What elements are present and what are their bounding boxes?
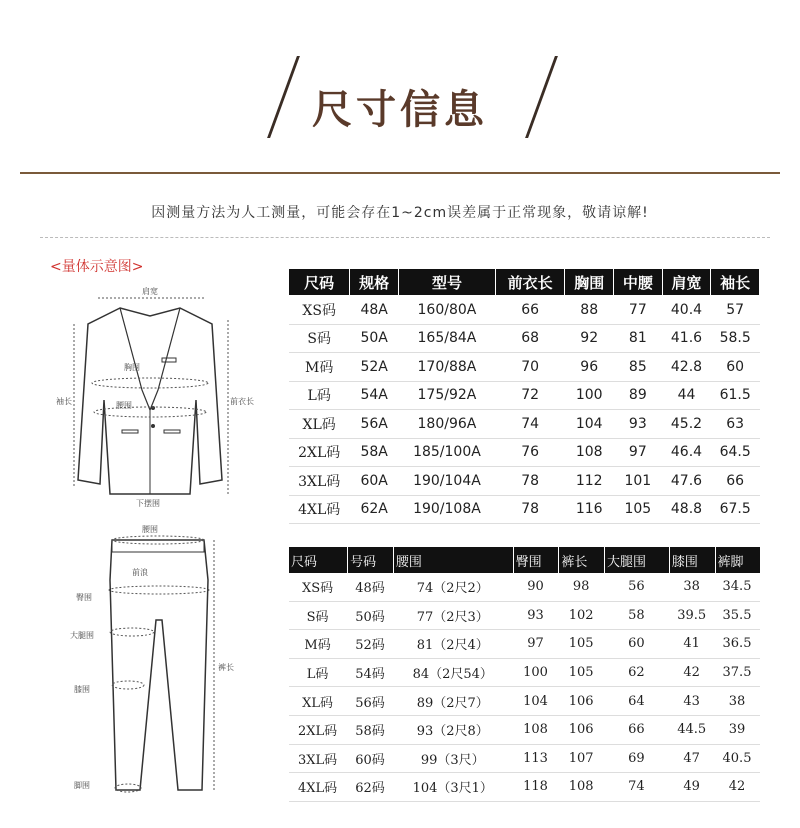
table-cell: 104（3尺1） (393, 773, 513, 802)
table-row (289, 630, 761, 659)
jacket-label-hem: 下摆围 (136, 499, 160, 508)
table-cell: 42.8 (662, 353, 711, 382)
table-cell: 84（2尺54） (393, 658, 513, 687)
table-cell: 81（2尺4） (393, 630, 513, 659)
pants-label-thigh: 大腿围 (70, 631, 94, 640)
table-cell: 116 (565, 495, 614, 524)
table-cell: 88 (565, 296, 614, 325)
table-cell: XS码 (289, 296, 350, 325)
table-cell: 47 (669, 744, 715, 773)
table-cell: 57 (711, 296, 760, 325)
jacket-label-shoulder: 肩宽 (142, 287, 158, 296)
table-cell: 48码 (348, 573, 394, 601)
table-cell: 78 (495, 467, 564, 496)
table-cell: 104 (565, 410, 614, 439)
jacket-col-header: 袖长 (711, 269, 760, 296)
table-cell: 74 (605, 773, 670, 802)
table-cell: 54A (350, 381, 399, 410)
table-cell: 36.5 (715, 630, 760, 659)
table-cell: 60 (711, 353, 760, 382)
table-cell: XS码 (289, 573, 348, 601)
pants-label-knee: 膝围 (74, 685, 90, 694)
table-cell: 63 (711, 410, 760, 439)
table-row (289, 495, 760, 524)
table-cell: S码 (289, 601, 348, 630)
title-section (0, 0, 800, 160)
jacket-col-header: 肩宽 (662, 269, 711, 296)
table-cell: 81 (614, 324, 663, 353)
table-cell: 62 (605, 658, 670, 687)
table-cell: 98 (559, 573, 605, 601)
pants-col-header: 尺码 (289, 547, 348, 573)
table-cell: 190/104A (399, 467, 496, 496)
table-cell: 93 (614, 410, 663, 439)
table-cell: 3XL码 (289, 744, 348, 773)
table-row (289, 467, 760, 496)
table-cell: 77（2尺3） (393, 601, 513, 630)
table-cell: 40.4 (662, 296, 711, 325)
table-cell: 102 (559, 601, 605, 630)
table-cell: 42 (669, 658, 715, 687)
table-row (289, 744, 761, 773)
pants-diagram (70, 520, 240, 820)
table-cell: 52A (350, 353, 399, 382)
table-cell: 45.2 (662, 410, 711, 439)
table-cell: 108 (513, 715, 559, 744)
table-cell: 190/108A (399, 495, 496, 524)
page-title: 尺寸信息 (312, 86, 488, 133)
jacket-size-table (288, 268, 760, 524)
table-row (289, 773, 761, 802)
table-cell: 62码 (348, 773, 394, 802)
pants-size-table (288, 547, 760, 802)
table-cell: 42 (715, 773, 760, 802)
table-cell: 77 (614, 296, 663, 325)
table-cell: 97 (513, 630, 559, 659)
table-cell: 170/88A (399, 353, 496, 382)
table-row (289, 687, 761, 716)
table-row (289, 410, 760, 439)
table-cell: 104 (513, 687, 559, 716)
pants-col-header: 裤脚 (715, 547, 760, 573)
table-cell: 89 (614, 381, 663, 410)
title-divider (20, 172, 780, 174)
pants-label-hip: 臀围 (76, 593, 92, 602)
table-cell: 105 (559, 630, 605, 659)
table-header-row (289, 547, 761, 573)
table-cell: XL码 (289, 410, 350, 439)
table-cell: 165/84A (399, 324, 496, 353)
table-cell: 101 (614, 467, 663, 496)
table-row (289, 381, 760, 410)
pants-label-front-rise: 前浪 (132, 568, 148, 577)
table-cell: 64.5 (711, 438, 760, 467)
table-cell: 105 (559, 658, 605, 687)
jacket-label-chest: 胸围 (124, 363, 140, 372)
table-cell: 39 (715, 715, 760, 744)
jacket-col-header: 尺码 (289, 269, 350, 296)
table-cell: 74 (495, 410, 564, 439)
table-row (289, 715, 761, 744)
jacket-label-sleeve: 袖长 (56, 397, 72, 406)
table-cell: 56码 (348, 687, 394, 716)
table-cell: 105 (614, 495, 663, 524)
table-cell: M码 (289, 630, 348, 659)
table-cell: 48.8 (662, 495, 711, 524)
table-cell: 67.5 (711, 495, 760, 524)
jacket-col-header: 前衣长 (495, 269, 564, 296)
table-cell: 66 (605, 715, 670, 744)
table-cell: 61.5 (711, 381, 760, 410)
table-cell: 39.5 (669, 601, 715, 630)
table-cell: 100 (513, 658, 559, 687)
table-cell: 185/100A (399, 438, 496, 467)
table-cell: L码 (289, 658, 348, 687)
pants-label-length: 裤长 (218, 663, 234, 672)
table-cell: 106 (559, 687, 605, 716)
table-cell: 106 (559, 715, 605, 744)
table-cell: 64 (605, 687, 670, 716)
table-cell: 3XL码 (289, 467, 350, 496)
pants-label-hem: 脚围 (74, 781, 90, 790)
table-cell: 62A (350, 495, 399, 524)
table-cell: 58.5 (711, 324, 760, 353)
table-row (289, 573, 761, 601)
table-cell: 96 (565, 353, 614, 382)
table-cell: 58A (350, 438, 399, 467)
table-cell: 70 (495, 353, 564, 382)
table-cell: 69 (605, 744, 670, 773)
pants-col-header: 膝围 (669, 547, 715, 573)
table-cell: 46.4 (662, 438, 711, 467)
jacket-label-front-length: 前衣长 (230, 397, 254, 406)
diagram-label: <量体示意图> (50, 259, 144, 275)
table-cell: 180/96A (399, 410, 496, 439)
table-cell: 100 (565, 381, 614, 410)
measurement-notice: 因测量方法为人工测量，可能会存在1~2cm误差属于正常现象，敬请谅解! (151, 205, 649, 221)
table-cell: 74（2尺2） (393, 573, 513, 601)
table-cell: 72 (495, 381, 564, 410)
table-row (289, 601, 761, 630)
table-cell: 37.5 (715, 658, 760, 687)
table-row (289, 438, 760, 467)
table-cell: 2XL码 (289, 715, 348, 744)
table-cell: 89（2尺7） (393, 687, 513, 716)
table-cell: 47.6 (662, 467, 711, 496)
table-cell: XL码 (289, 687, 348, 716)
table-cell: 66 (495, 296, 564, 325)
table-cell: 34.5 (715, 573, 760, 601)
table-cell: M码 (289, 353, 350, 382)
table-cell: 118 (513, 773, 559, 802)
table-cell: 60 (605, 630, 670, 659)
table-cell: 93 (513, 601, 559, 630)
table-cell: 68 (495, 324, 564, 353)
table-cell: 56A (350, 410, 399, 439)
jacket-col-header: 型号 (399, 269, 496, 296)
table-cell: 107 (559, 744, 605, 773)
table-row (289, 296, 760, 325)
table-cell: 43 (669, 687, 715, 716)
table-cell: L码 (289, 381, 350, 410)
table-cell: 41 (669, 630, 715, 659)
table-cell: 78 (495, 495, 564, 524)
table-header-row (289, 269, 760, 296)
table-cell: 85 (614, 353, 663, 382)
table-row (289, 658, 761, 687)
jacket-label-waist: 腰围 (116, 401, 132, 410)
pants-label-waist: 腰围 (142, 525, 158, 534)
table-cell: 92 (565, 324, 614, 353)
table-cell: 60码 (348, 744, 394, 773)
jacket-col-header: 胸围 (565, 269, 614, 296)
table-row (289, 353, 760, 382)
dashed-divider (40, 237, 770, 238)
table-cell: 97 (614, 438, 663, 467)
table-cell: 112 (565, 467, 614, 496)
table-cell: 4XL码 (289, 495, 350, 524)
table-cell: 113 (513, 744, 559, 773)
jacket-col-header: 中腰 (614, 269, 663, 296)
table-cell: 99（3尺） (393, 744, 513, 773)
table-cell: 50A (350, 324, 399, 353)
table-cell: 56 (605, 573, 670, 601)
pants-col-header: 臀围 (513, 547, 559, 573)
table-cell: 108 (565, 438, 614, 467)
table-cell: 93（2尺8） (393, 715, 513, 744)
table-cell: 44.5 (669, 715, 715, 744)
table-cell: S码 (289, 324, 350, 353)
table-cell: 52码 (348, 630, 394, 659)
table-cell: 4XL码 (289, 773, 348, 802)
table-cell: 60A (350, 467, 399, 496)
table-cell: 41.6 (662, 324, 711, 353)
table-cell: 90 (513, 573, 559, 601)
pants-col-header: 号码 (348, 547, 394, 573)
table-cell: 50码 (348, 601, 394, 630)
table-cell: 58码 (348, 715, 394, 744)
table-cell: 66 (711, 467, 760, 496)
table-cell: 38 (669, 573, 715, 601)
table-cell: 44 (662, 381, 711, 410)
pants-col-header: 大腿围 (605, 547, 670, 573)
jacket-col-header: 规格 (350, 269, 399, 296)
table-row (289, 324, 760, 353)
table-cell: 108 (559, 773, 605, 802)
table-cell: 2XL码 (289, 438, 350, 467)
table-cell: 76 (495, 438, 564, 467)
table-cell: 175/92A (399, 381, 496, 410)
table-cell: 48A (350, 296, 399, 325)
table-cell: 35.5 (715, 601, 760, 630)
table-cell: 160/80A (399, 296, 496, 325)
pants-col-header: 腰围 (393, 547, 513, 573)
pants-col-header: 裤长 (559, 547, 605, 573)
table-cell: 58 (605, 601, 670, 630)
jacket-diagram (50, 280, 254, 510)
table-cell: 54码 (348, 658, 394, 687)
table-cell: 40.5 (715, 744, 760, 773)
table-cell: 38 (715, 687, 760, 716)
table-cell: 49 (669, 773, 715, 802)
